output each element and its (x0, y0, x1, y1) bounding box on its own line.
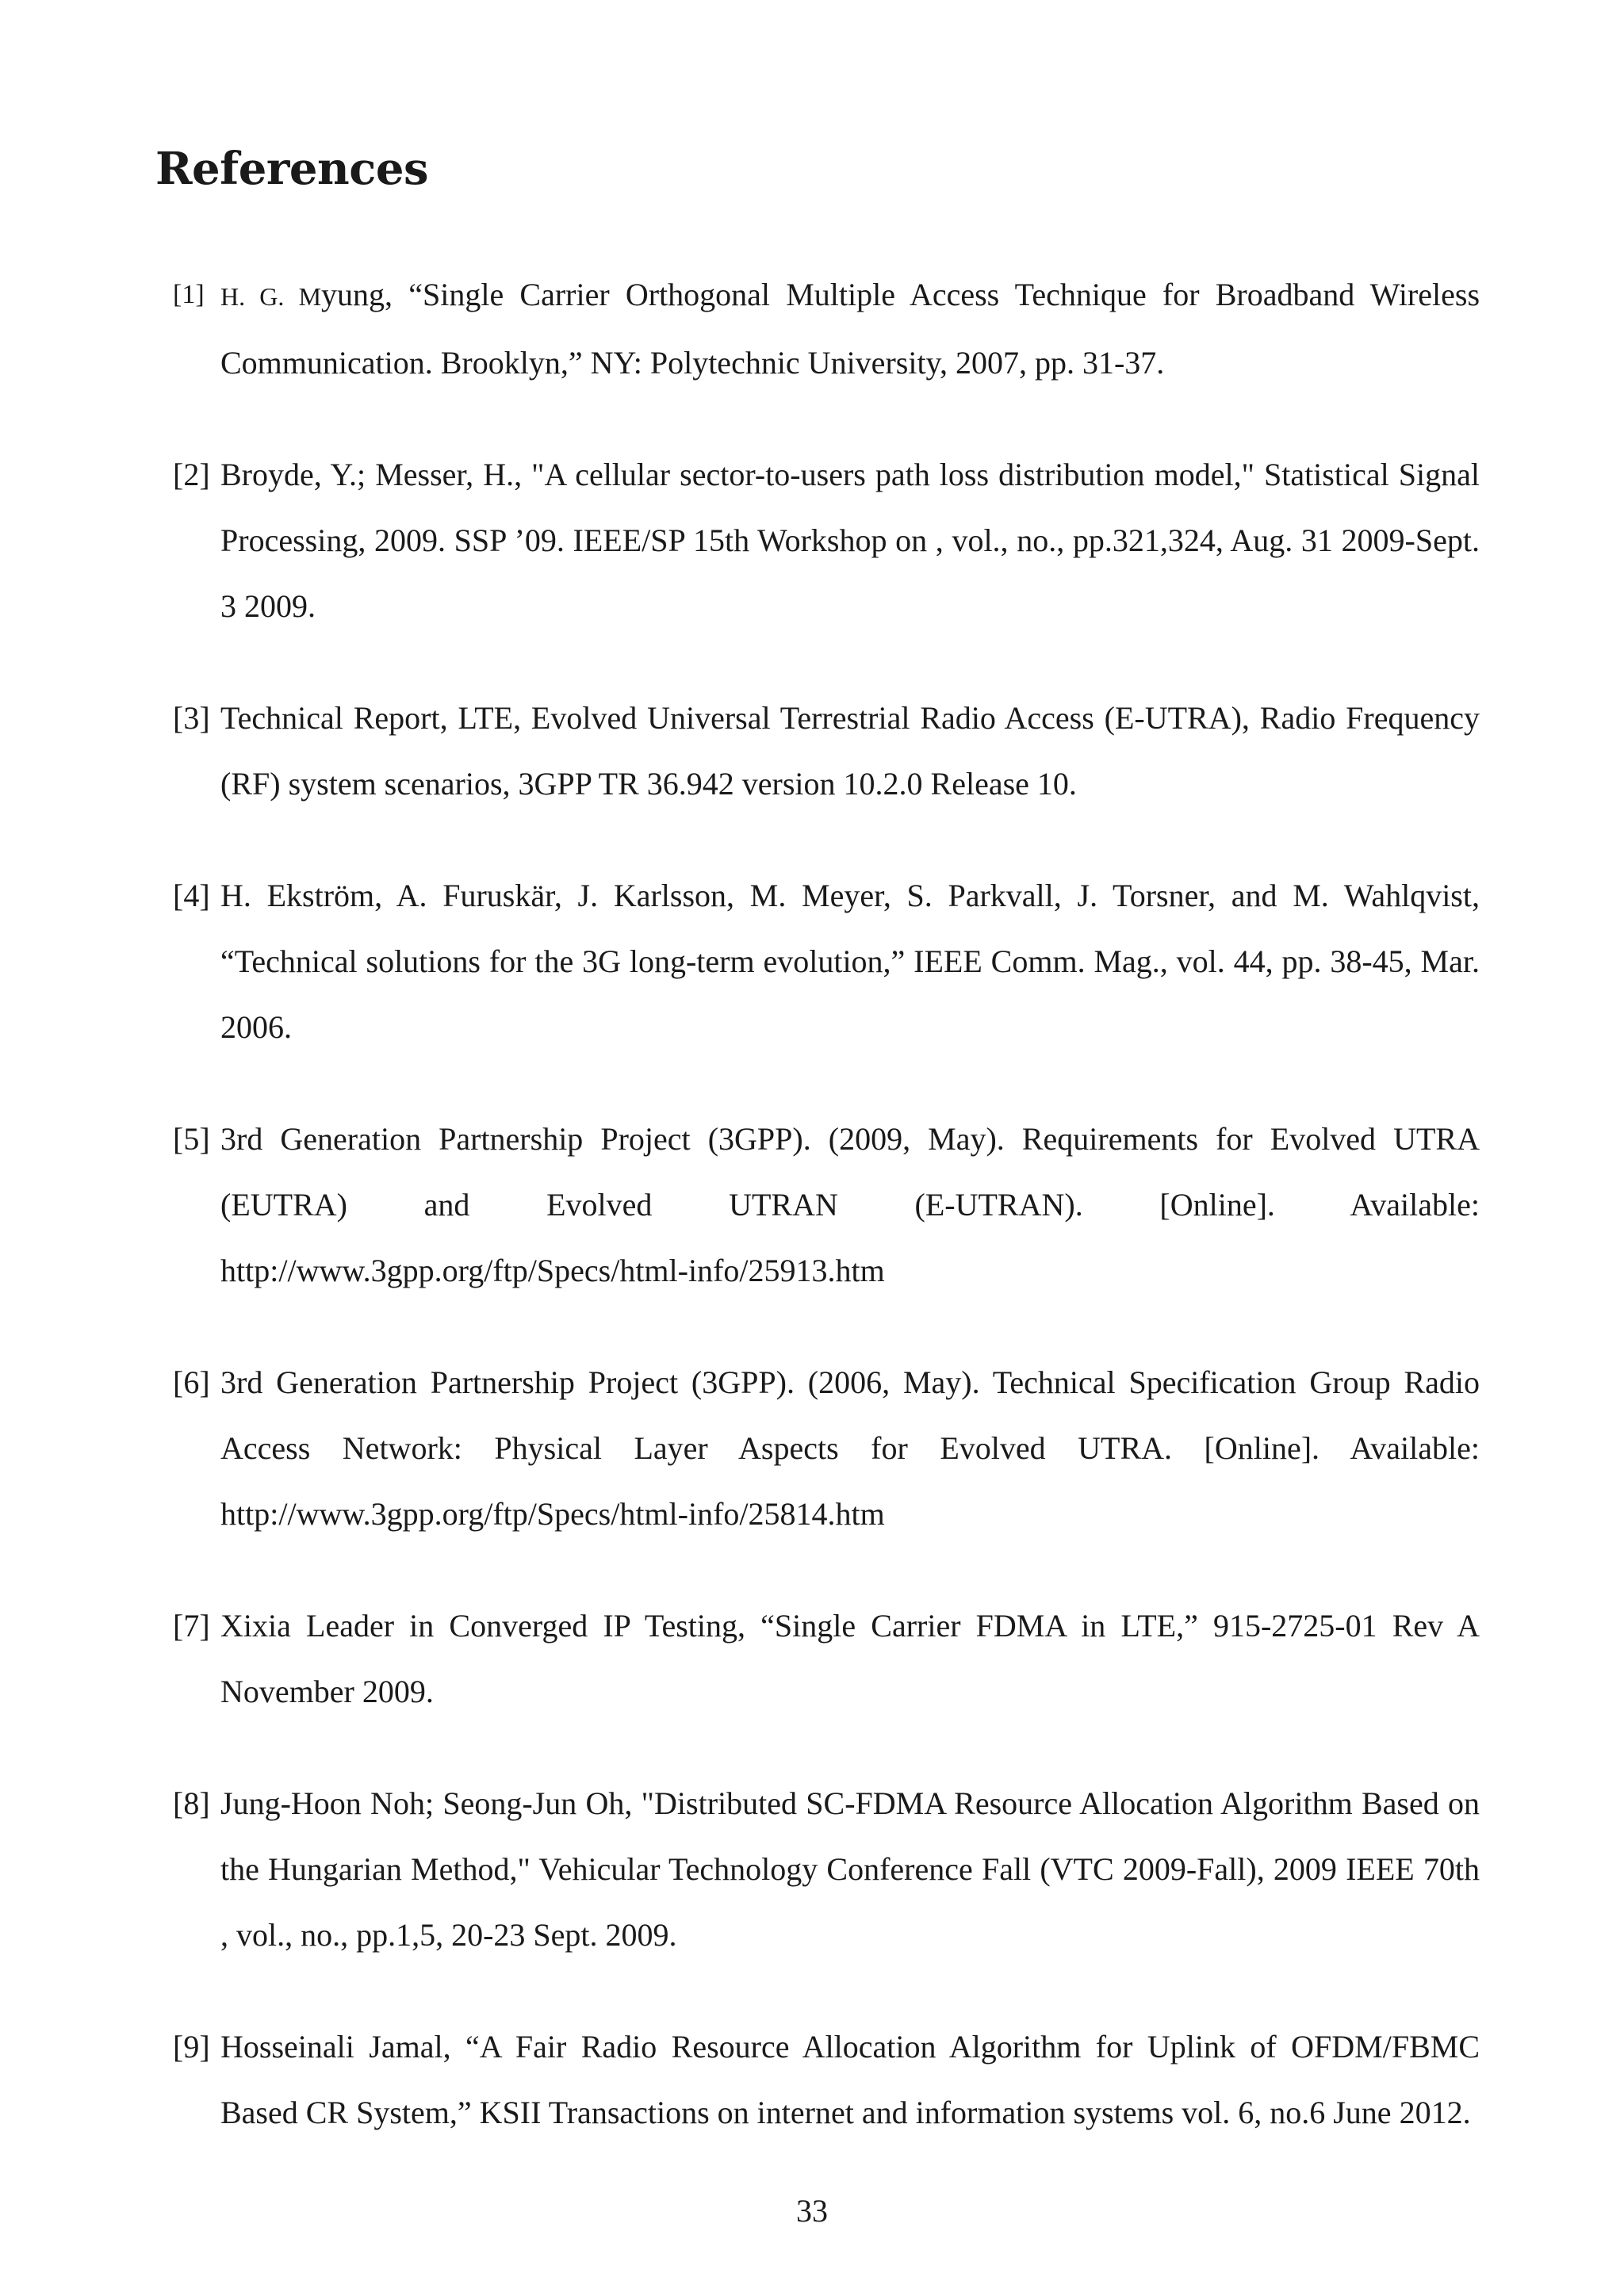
references-heading: References (155, 143, 428, 195)
reference-item (173, 685, 1480, 817)
reference-item (173, 1593, 1480, 1724)
reference-text: Technical Report, LTE, Evolved Universal Terrestrial Radio Access (E-UTRA), Radio Frequency (RF) system scenarios, 3GPP TR 36.942 version 10.2.0 Release 10. (220, 700, 1480, 802)
reference-item (173, 1106, 1480, 1303)
reference-text: Broyde, Y.; Messer, H., "A cellular sector-to-users path loss distribution model," Statistical Signal Processing, 2009. SSP ’09. IEEE/SP 15th Workshop on , vol., no., pp.321,324, Aug. 31 2009-Sept. 3 2009. (220, 457, 1480, 624)
reference-text (220, 277, 1480, 381)
reference-body: yung, “Single Carrier Orthogonal Multiple Access Technique for Broadband Wireless Communication. Brooklyn,” NY: Polytechnic University, 2007, pp. 31-37. (220, 277, 1480, 381)
reference-label: [4] (173, 878, 210, 913)
reference-text: 3rd Generation Partnership Project (3GPP). (2006, May). Technical Specification Group Radio Access Network: Physical Layer Aspects for Evolved UTRA. [Online]. Available: http://www.3gpp.org/ftp/Specs/html-info/25814.htm (220, 1364, 1480, 1532)
reference-label: [5] (173, 1121, 210, 1157)
reference-label: [2] (173, 457, 210, 492)
reference-label: [1] (173, 280, 205, 309)
page-number: 33 (796, 2193, 828, 2229)
reference-item (173, 262, 1480, 396)
reference-item (173, 863, 1480, 1060)
reference-list (173, 262, 1480, 2191)
reference-item (173, 1770, 1480, 1968)
reference-text: 3rd Generation Partnership Project (3GPP). (2009, May). Requirements for Evolved UTRA (EUTRA) and Evolved UTRAN (E-UTRAN). [Online]. Available: http://www.3gpp.org/ftp/Specs/html-info/25913.htm (220, 1121, 1480, 1288)
reference-label: [3] (173, 700, 210, 736)
reference-text: Xixia Leader in Converged IP Testing, “Single Carrier FDMA in LTE,” 915-2725-01 Rev A November 2009. (220, 1608, 1480, 1709)
reference-author-caps: H. G. M (220, 282, 322, 311)
reference-label: [9] (173, 2029, 210, 2064)
reference-item (173, 2014, 1480, 2145)
reference-text: Hosseinali Jamal, “A Fair Radio Resource Allocation Algorithm for Uplink of OFDM/FBMC Based CR System,” KSII Transactions on internet and information systems vol. 6, no.6 June 2012. (220, 2029, 1480, 2130)
reference-label: [6] (173, 1364, 210, 1400)
reference-label: [8] (173, 1785, 210, 1821)
reference-item (173, 1349, 1480, 1547)
reference-item (173, 442, 1480, 639)
reference-label: [7] (173, 1608, 210, 1644)
reference-text: H. Ekström, A. Furuskär, J. Karlsson, M. Meyer, S. Parkvall, J. Torsner, and M. Wahlqvist, “Technical solutions for the 3G long-term evolution,” IEEE Comm. Mag., vol. 44, pp. 38-45, Mar. 2006. (220, 878, 1480, 1045)
reference-text: Jung-Hoon Noh; Seong-Jun Oh, "Distributed SC-FDMA Resource Allocation Algorithm Based on the Hungarian Method," Vehicular Technology Conference Fall (VTC 2009-Fall), 2009 IEEE 70th , vol., no., pp.1,5, 20-23 Sept. 2009. (220, 1785, 1480, 1953)
